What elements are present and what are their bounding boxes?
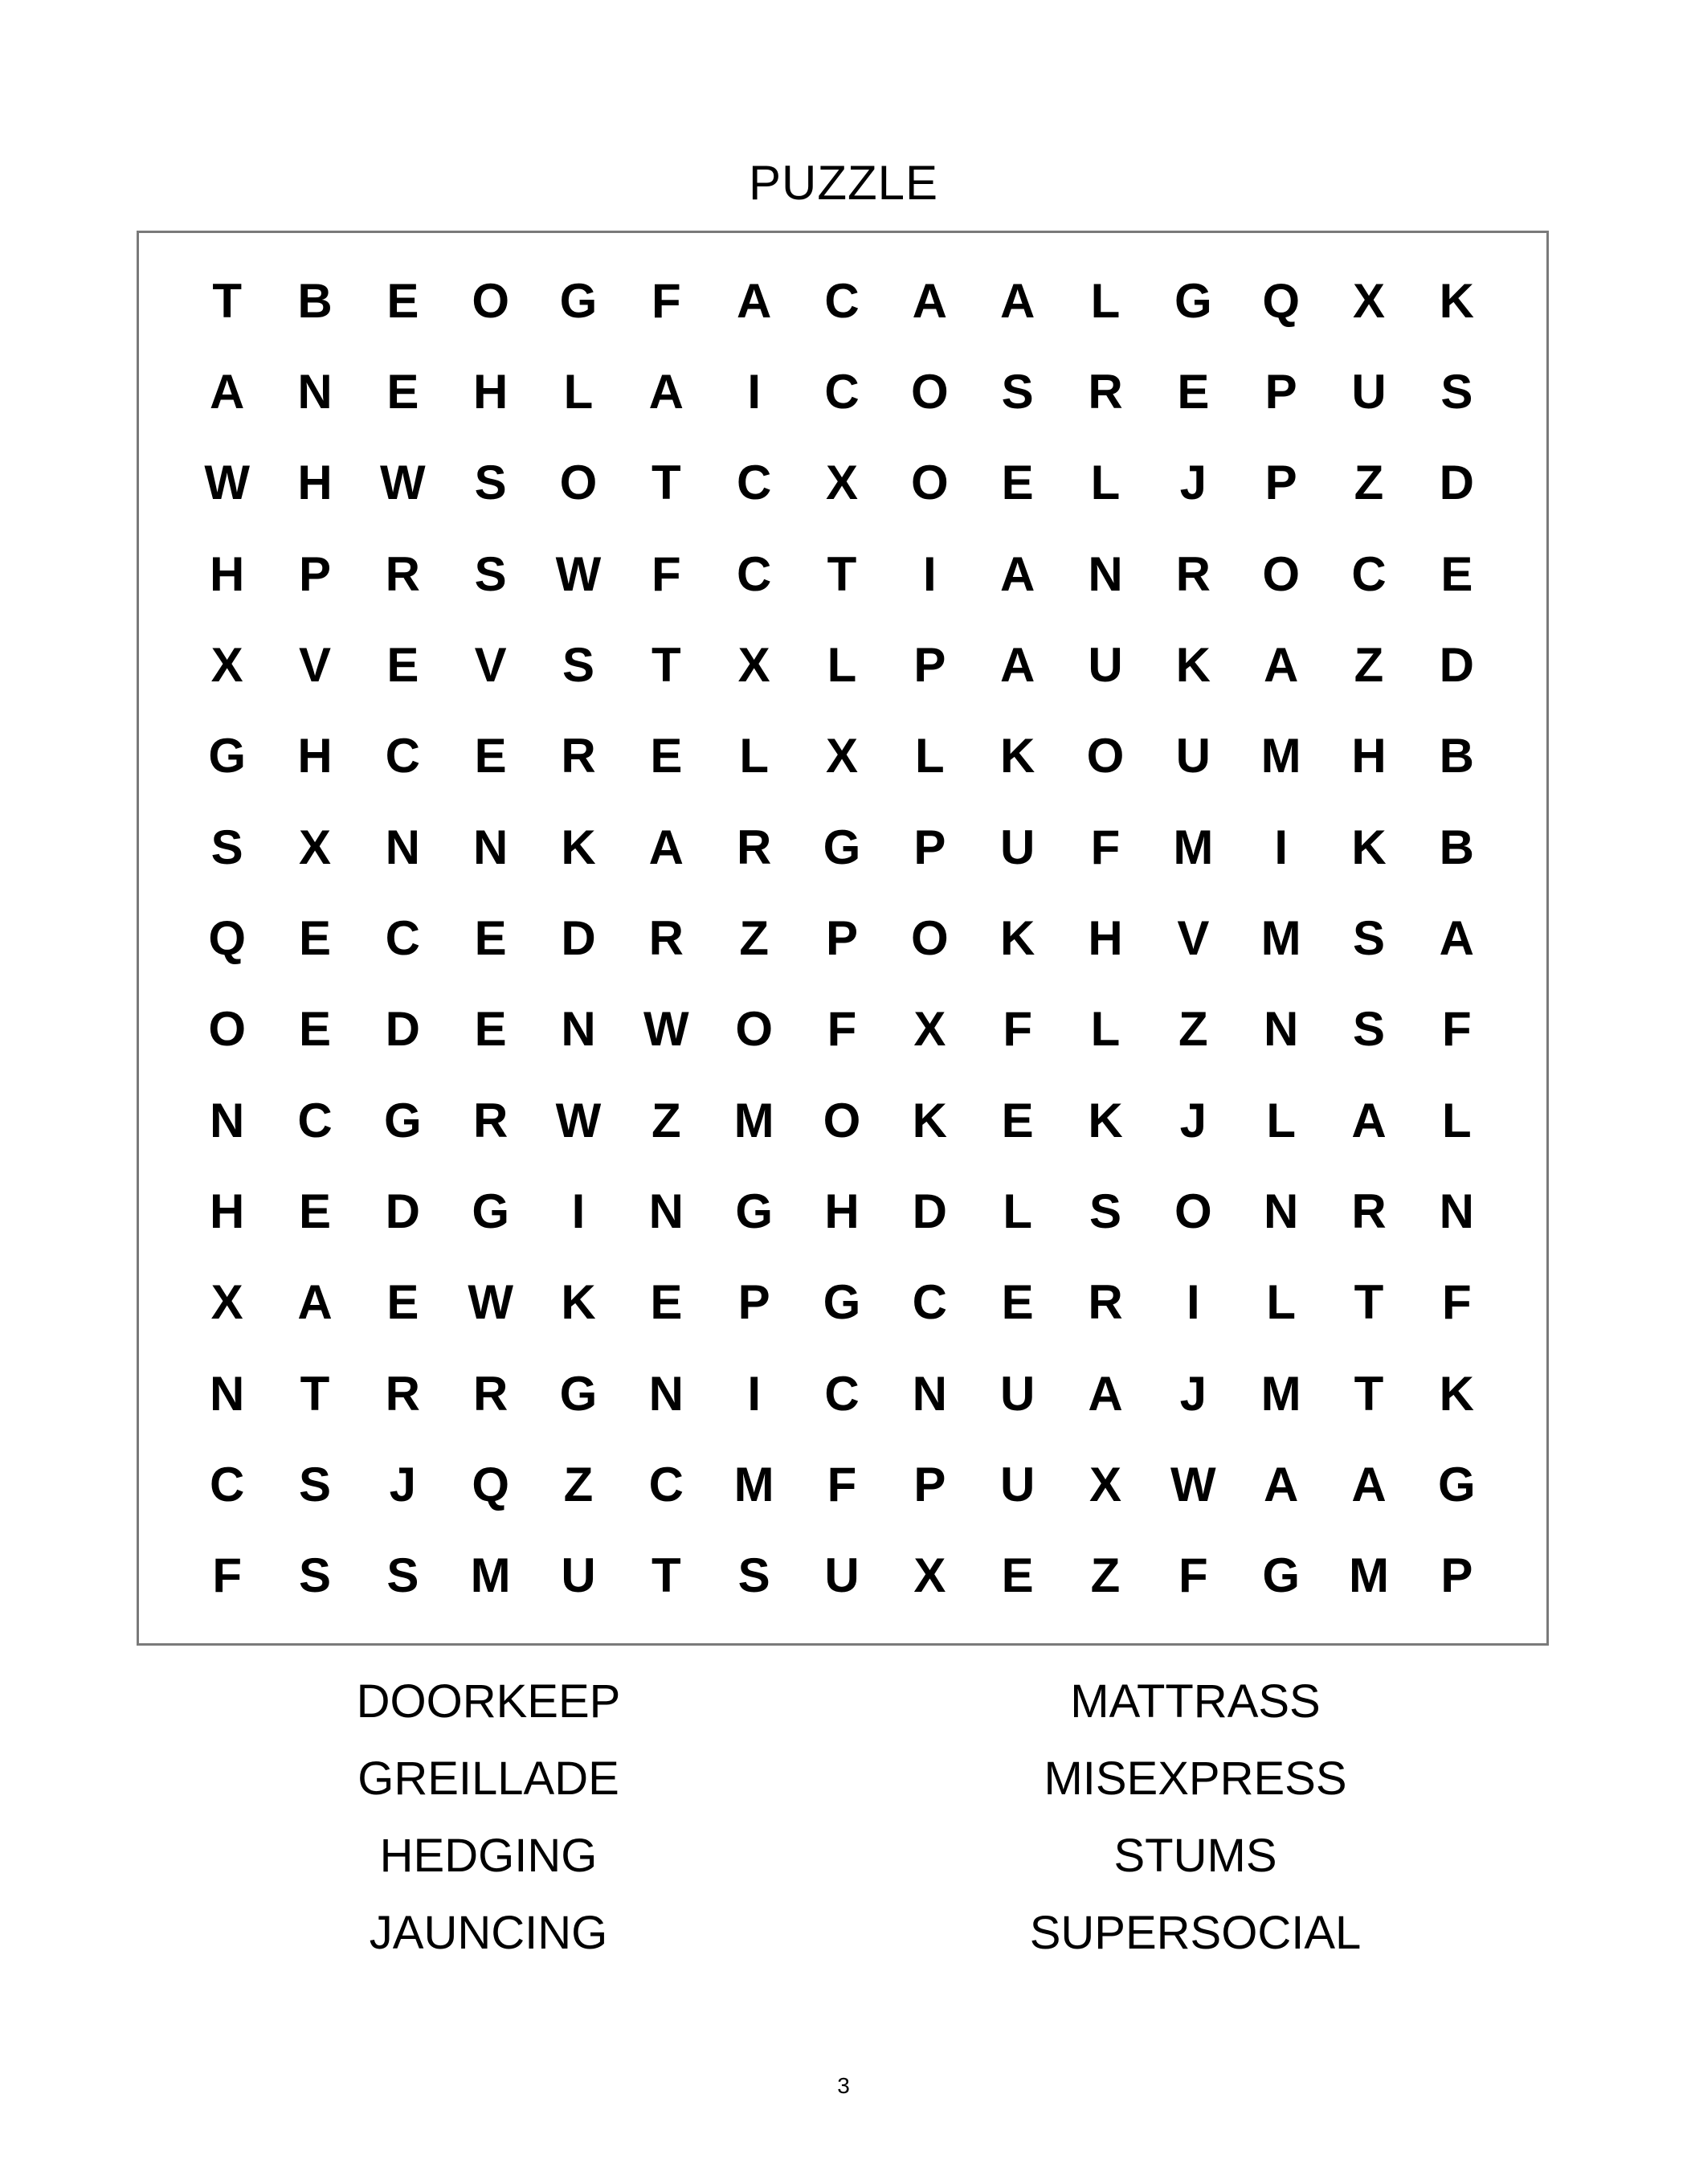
- grid-cell: P: [298, 546, 331, 601]
- grid-cell: X: [298, 820, 331, 874]
- grid-cell: L: [1090, 456, 1121, 510]
- grid-cell: P: [737, 1275, 770, 1330]
- grid-cell: J: [389, 1457, 417, 1511]
- grid-cell: Z: [1354, 456, 1384, 510]
- grid-cell: X: [913, 1002, 946, 1057]
- puzzle-grid-frame: [137, 231, 1549, 1646]
- grid-cell: R: [648, 910, 684, 965]
- grid-cell: A: [736, 273, 772, 328]
- grid-cell: J: [1179, 1093, 1207, 1147]
- letter-grid: [183, 256, 1501, 1622]
- grid-cell: S: [1440, 364, 1473, 419]
- grid-cell: H: [297, 456, 333, 510]
- grid-cell: K: [1439, 1366, 1474, 1421]
- grid-cell: A: [1263, 1457, 1299, 1511]
- grid-cell: O: [910, 910, 949, 965]
- grid-cell: A: [999, 637, 1035, 692]
- grid-cell: G: [823, 820, 861, 874]
- grid-cell: E: [1440, 546, 1473, 601]
- grid-cell: T: [300, 1366, 330, 1421]
- grid-cell: N: [209, 1093, 245, 1147]
- grid-cell: E: [298, 910, 331, 965]
- grid-cell: X: [825, 456, 858, 510]
- grid-cell: R: [736, 820, 772, 874]
- grid-cell: L: [915, 729, 945, 783]
- grid-cell: N: [912, 1366, 947, 1421]
- grid-cell: O: [910, 364, 949, 419]
- grid-cell: N: [209, 1366, 245, 1421]
- grid-cell: A: [1351, 1093, 1387, 1147]
- grid-cell: K: [561, 820, 596, 874]
- grid-cell: N: [561, 1002, 596, 1057]
- grid-cell: F: [652, 546, 681, 601]
- grid-cell: L: [1266, 1093, 1296, 1147]
- grid-cell: Q: [208, 910, 246, 965]
- word-list-left: [207, 1663, 770, 1972]
- grid-cell: F: [827, 1457, 857, 1511]
- grid-cell: E: [1001, 456, 1034, 510]
- grid-cell: B: [1439, 729, 1474, 783]
- grid-cell: N: [1263, 1002, 1299, 1057]
- grid-cell: U: [824, 1548, 860, 1603]
- grid-cell: F: [1003, 1002, 1032, 1057]
- grid-cell: A: [1351, 1457, 1387, 1511]
- grid-cell: Z: [652, 1093, 681, 1147]
- grid-cell: A: [648, 820, 684, 874]
- grid-cell: S: [474, 546, 507, 601]
- grid-cell: O: [1262, 546, 1300, 601]
- word-list-item: MISEXPRESS: [1044, 1753, 1347, 1805]
- grid-cell: S: [1352, 1002, 1385, 1057]
- grid-cell: R: [1088, 1275, 1123, 1330]
- grid-cell: R: [1088, 364, 1123, 419]
- grid-cell: N: [1439, 1184, 1474, 1238]
- grid-cell: U: [999, 820, 1035, 874]
- grid-cell: H: [824, 1184, 860, 1238]
- grid-cell: C: [824, 1366, 860, 1421]
- word-list-item: GREILLADE: [357, 1753, 619, 1805]
- grid-cell: L: [827, 637, 857, 692]
- grid-cell: C: [1351, 546, 1387, 601]
- grid-cell: K: [1351, 820, 1387, 874]
- grid-cell: C: [824, 273, 860, 328]
- grid-cell: X: [737, 637, 770, 692]
- grid-cell: N: [472, 820, 509, 874]
- grid-cell: A: [999, 546, 1035, 601]
- grid-cell: P: [1264, 456, 1297, 510]
- grid-cell: N: [648, 1184, 684, 1238]
- grid-cell: O: [823, 1093, 861, 1147]
- grid-cell: U: [1351, 364, 1387, 419]
- grid-cell: T: [827, 546, 857, 601]
- grid-cell: E: [650, 1275, 683, 1330]
- grid-cell: X: [1089, 1457, 1121, 1511]
- grid-cell: A: [209, 364, 245, 419]
- grid-cell: Q: [472, 1457, 509, 1511]
- grid-cell: D: [1439, 637, 1474, 692]
- grid-cell: E: [1001, 1548, 1034, 1603]
- grid-cell: W: [380, 456, 426, 510]
- grid-cell: I: [747, 1366, 761, 1421]
- grid-cell: A: [912, 273, 947, 328]
- grid-cell: M: [1173, 820, 1214, 874]
- grid-cell: H: [1088, 910, 1123, 965]
- grid-cell: H: [297, 729, 333, 783]
- grid-cell: K: [1439, 273, 1474, 328]
- grid-cell: D: [912, 1184, 947, 1238]
- grid-cell: M: [1260, 1366, 1301, 1421]
- grid-cell: F: [1442, 1002, 1472, 1057]
- grid-cell: L: [1090, 273, 1121, 328]
- grid-cell: E: [1177, 364, 1210, 419]
- grid-cell: U: [1175, 729, 1211, 783]
- grid-cell: L: [739, 729, 769, 783]
- grid-cell: A: [1088, 1366, 1123, 1421]
- grid-cell: G: [823, 1275, 861, 1330]
- grid-cell: G: [383, 1093, 422, 1147]
- grid-cell: F: [652, 273, 681, 328]
- grid-cell: S: [298, 1457, 331, 1511]
- grid-cell: S: [1089, 1184, 1121, 1238]
- grid-cell: V: [1177, 910, 1210, 965]
- grid-cell: K: [999, 910, 1035, 965]
- grid-cell: X: [913, 1548, 946, 1603]
- grid-cell: P: [825, 910, 858, 965]
- grid-cell: T: [652, 456, 681, 510]
- grid-cell: K: [999, 729, 1035, 783]
- word-list-item: HEDGING: [379, 1830, 598, 1882]
- grid-cell: K: [912, 1093, 947, 1147]
- grid-cell: E: [298, 1184, 331, 1238]
- grid-cell: W: [468, 1275, 513, 1330]
- grid-cell: D: [561, 910, 596, 965]
- grid-cell: E: [650, 729, 683, 783]
- grid-cell: E: [474, 1002, 507, 1057]
- grid-cell: H: [209, 1184, 245, 1238]
- grid-cell: C: [385, 729, 420, 783]
- grid-cell: A: [1263, 637, 1299, 692]
- grid-cell: C: [824, 364, 860, 419]
- grid-cell: E: [386, 637, 419, 692]
- grid-cell: T: [212, 273, 242, 328]
- grid-cell: M: [1260, 729, 1301, 783]
- grid-cell: O: [1174, 1184, 1212, 1238]
- grid-cell: I: [1186, 1275, 1200, 1330]
- word-list-item: JAUNCING: [369, 1907, 608, 1959]
- grid-cell: W: [1170, 1457, 1216, 1511]
- grid-cell: X: [1352, 273, 1385, 328]
- grid-cell: G: [208, 729, 246, 783]
- grid-cell: R: [385, 546, 420, 601]
- grid-cell: I: [922, 546, 937, 601]
- grid-cell: S: [210, 820, 243, 874]
- grid-cell: U: [999, 1457, 1035, 1511]
- grid-cell: C: [912, 1275, 947, 1330]
- grid-cell: G: [1437, 1457, 1476, 1511]
- grid-cell: W: [643, 1002, 689, 1057]
- grid-cell: C: [736, 546, 772, 601]
- grid-cell: R: [561, 729, 596, 783]
- grid-cell: S: [1001, 364, 1034, 419]
- grid-cell: N: [297, 364, 333, 419]
- grid-cell: L: [1090, 1002, 1121, 1057]
- grid-cell: J: [1179, 1366, 1207, 1421]
- grid-cell: T: [652, 1548, 681, 1603]
- grid-cell: N: [1088, 546, 1123, 601]
- grid-cell: I: [747, 364, 761, 419]
- grid-cell: D: [385, 1184, 420, 1238]
- grid-cell: S: [1352, 910, 1385, 965]
- grid-cell: C: [648, 1457, 684, 1511]
- grid-cell: E: [474, 729, 507, 783]
- grid-cell: A: [648, 364, 684, 419]
- grid-cell: R: [1351, 1184, 1387, 1238]
- grid-cell: Z: [563, 1457, 594, 1511]
- grid-cell: D: [385, 1002, 420, 1057]
- grid-cell: G: [472, 1184, 509, 1238]
- grid-cell: A: [297, 1275, 333, 1330]
- grid-cell: O: [559, 456, 598, 510]
- grid-cell: T: [1354, 1275, 1384, 1330]
- grid-cell: F: [1090, 820, 1121, 874]
- grid-cell: O: [735, 1002, 773, 1057]
- word-list-item: STUMS: [1113, 1830, 1277, 1882]
- grid-cell: R: [472, 1366, 509, 1421]
- grid-cell: F: [1442, 1275, 1472, 1330]
- grid-cell: W: [204, 456, 250, 510]
- grid-cell: E: [386, 1275, 419, 1330]
- grid-cell: E: [1001, 1093, 1034, 1147]
- grid-cell: H: [209, 546, 245, 601]
- grid-cell: G: [1262, 1548, 1300, 1603]
- grid-cell: F: [212, 1548, 242, 1603]
- grid-cell: C: [209, 1457, 245, 1511]
- grid-cell: Z: [1354, 637, 1384, 692]
- grid-cell: F: [827, 1002, 857, 1057]
- grid-cell: C: [736, 456, 772, 510]
- grid-cell: M: [733, 1093, 774, 1147]
- grid-cell: Z: [1090, 1548, 1121, 1603]
- grid-cell: T: [652, 637, 681, 692]
- grid-cell: S: [562, 637, 594, 692]
- grid-cell: S: [386, 1548, 419, 1603]
- grid-cell: N: [1263, 1184, 1299, 1238]
- grid-cell: A: [999, 273, 1035, 328]
- grid-cell: X: [825, 729, 858, 783]
- grid-cell: F: [1178, 1548, 1208, 1603]
- grid-cell: E: [1001, 1275, 1034, 1330]
- grid-cell: O: [1086, 729, 1125, 783]
- grid-cell: E: [386, 364, 419, 419]
- grid-cell: O: [208, 1002, 246, 1057]
- grid-cell: U: [561, 1548, 596, 1603]
- grid-cell: H: [1351, 729, 1387, 783]
- grid-cell: G: [735, 1184, 773, 1238]
- grid-cell: N: [385, 820, 420, 874]
- word-list-right: [914, 1663, 1477, 1972]
- grid-cell: T: [1354, 1366, 1384, 1421]
- grid-cell: L: [1003, 1184, 1032, 1238]
- grid-cell: C: [297, 1093, 333, 1147]
- grid-cell: M: [1349, 1548, 1389, 1603]
- grid-cell: D: [1439, 456, 1474, 510]
- grid-cell: M: [1260, 910, 1301, 965]
- grid-cell: O: [472, 273, 509, 328]
- page-number: 3: [837, 2073, 850, 2098]
- grid-cell: E: [386, 273, 419, 328]
- word-list-item: SUPERSOCIAL: [1029, 1907, 1362, 1959]
- grid-cell: K: [1088, 1093, 1123, 1147]
- grid-cell: P: [1440, 1548, 1473, 1603]
- grid-cell: I: [571, 1184, 586, 1238]
- grid-cell: J: [1179, 456, 1207, 510]
- grid-cell: S: [298, 1548, 331, 1603]
- word-list-item: DOORKEEP: [356, 1675, 621, 1728]
- grid-cell: P: [913, 1457, 946, 1511]
- grid-cell: K: [1175, 637, 1211, 692]
- grid-cell: G: [1174, 273, 1212, 328]
- grid-cell: Z: [739, 910, 769, 965]
- grid-cell: V: [298, 637, 331, 692]
- grid-cell: N: [648, 1366, 684, 1421]
- grid-cell: S: [737, 1548, 770, 1603]
- grid-cell: L: [1266, 1275, 1296, 1330]
- grid-cell: A: [1439, 910, 1474, 965]
- grid-cell: K: [561, 1275, 596, 1330]
- grid-cell: W: [555, 1093, 602, 1147]
- grid-cell: P: [913, 637, 946, 692]
- grid-cell: B: [297, 273, 333, 328]
- grid-cell: H: [472, 364, 509, 419]
- grid-cell: E: [474, 910, 507, 965]
- grid-cell: G: [559, 1366, 598, 1421]
- grid-cell: Q: [1262, 273, 1300, 328]
- grid-cell: B: [1439, 820, 1474, 874]
- grid-cell: U: [999, 1366, 1035, 1421]
- grid-cell: U: [1088, 637, 1123, 692]
- grid-cell: M: [470, 1548, 511, 1603]
- grid-cell: C: [385, 910, 420, 965]
- grid-cell: S: [474, 456, 507, 510]
- grid-cell: X: [210, 637, 243, 692]
- grid-cell: P: [1264, 364, 1297, 419]
- grid-cell: M: [733, 1457, 774, 1511]
- grid-cell: I: [1274, 820, 1288, 874]
- grid-cell: W: [555, 546, 602, 601]
- grid-cell: R: [1175, 546, 1211, 601]
- word-list-item: MATTRASS: [1070, 1675, 1321, 1728]
- grid-cell: L: [1442, 1093, 1472, 1147]
- grid-cell: Z: [1178, 1002, 1208, 1057]
- grid-cell: R: [472, 1093, 509, 1147]
- grid-cell: R: [385, 1366, 420, 1421]
- grid-cell: L: [563, 364, 594, 419]
- grid-cell: V: [474, 637, 507, 692]
- grid-cell: P: [913, 820, 946, 874]
- grid-cell: X: [210, 1275, 243, 1330]
- grid-cell: E: [298, 1002, 331, 1057]
- page-title: PUZZLE: [748, 156, 939, 210]
- grid-cell: G: [559, 273, 598, 328]
- grid-cell: O: [910, 456, 949, 510]
